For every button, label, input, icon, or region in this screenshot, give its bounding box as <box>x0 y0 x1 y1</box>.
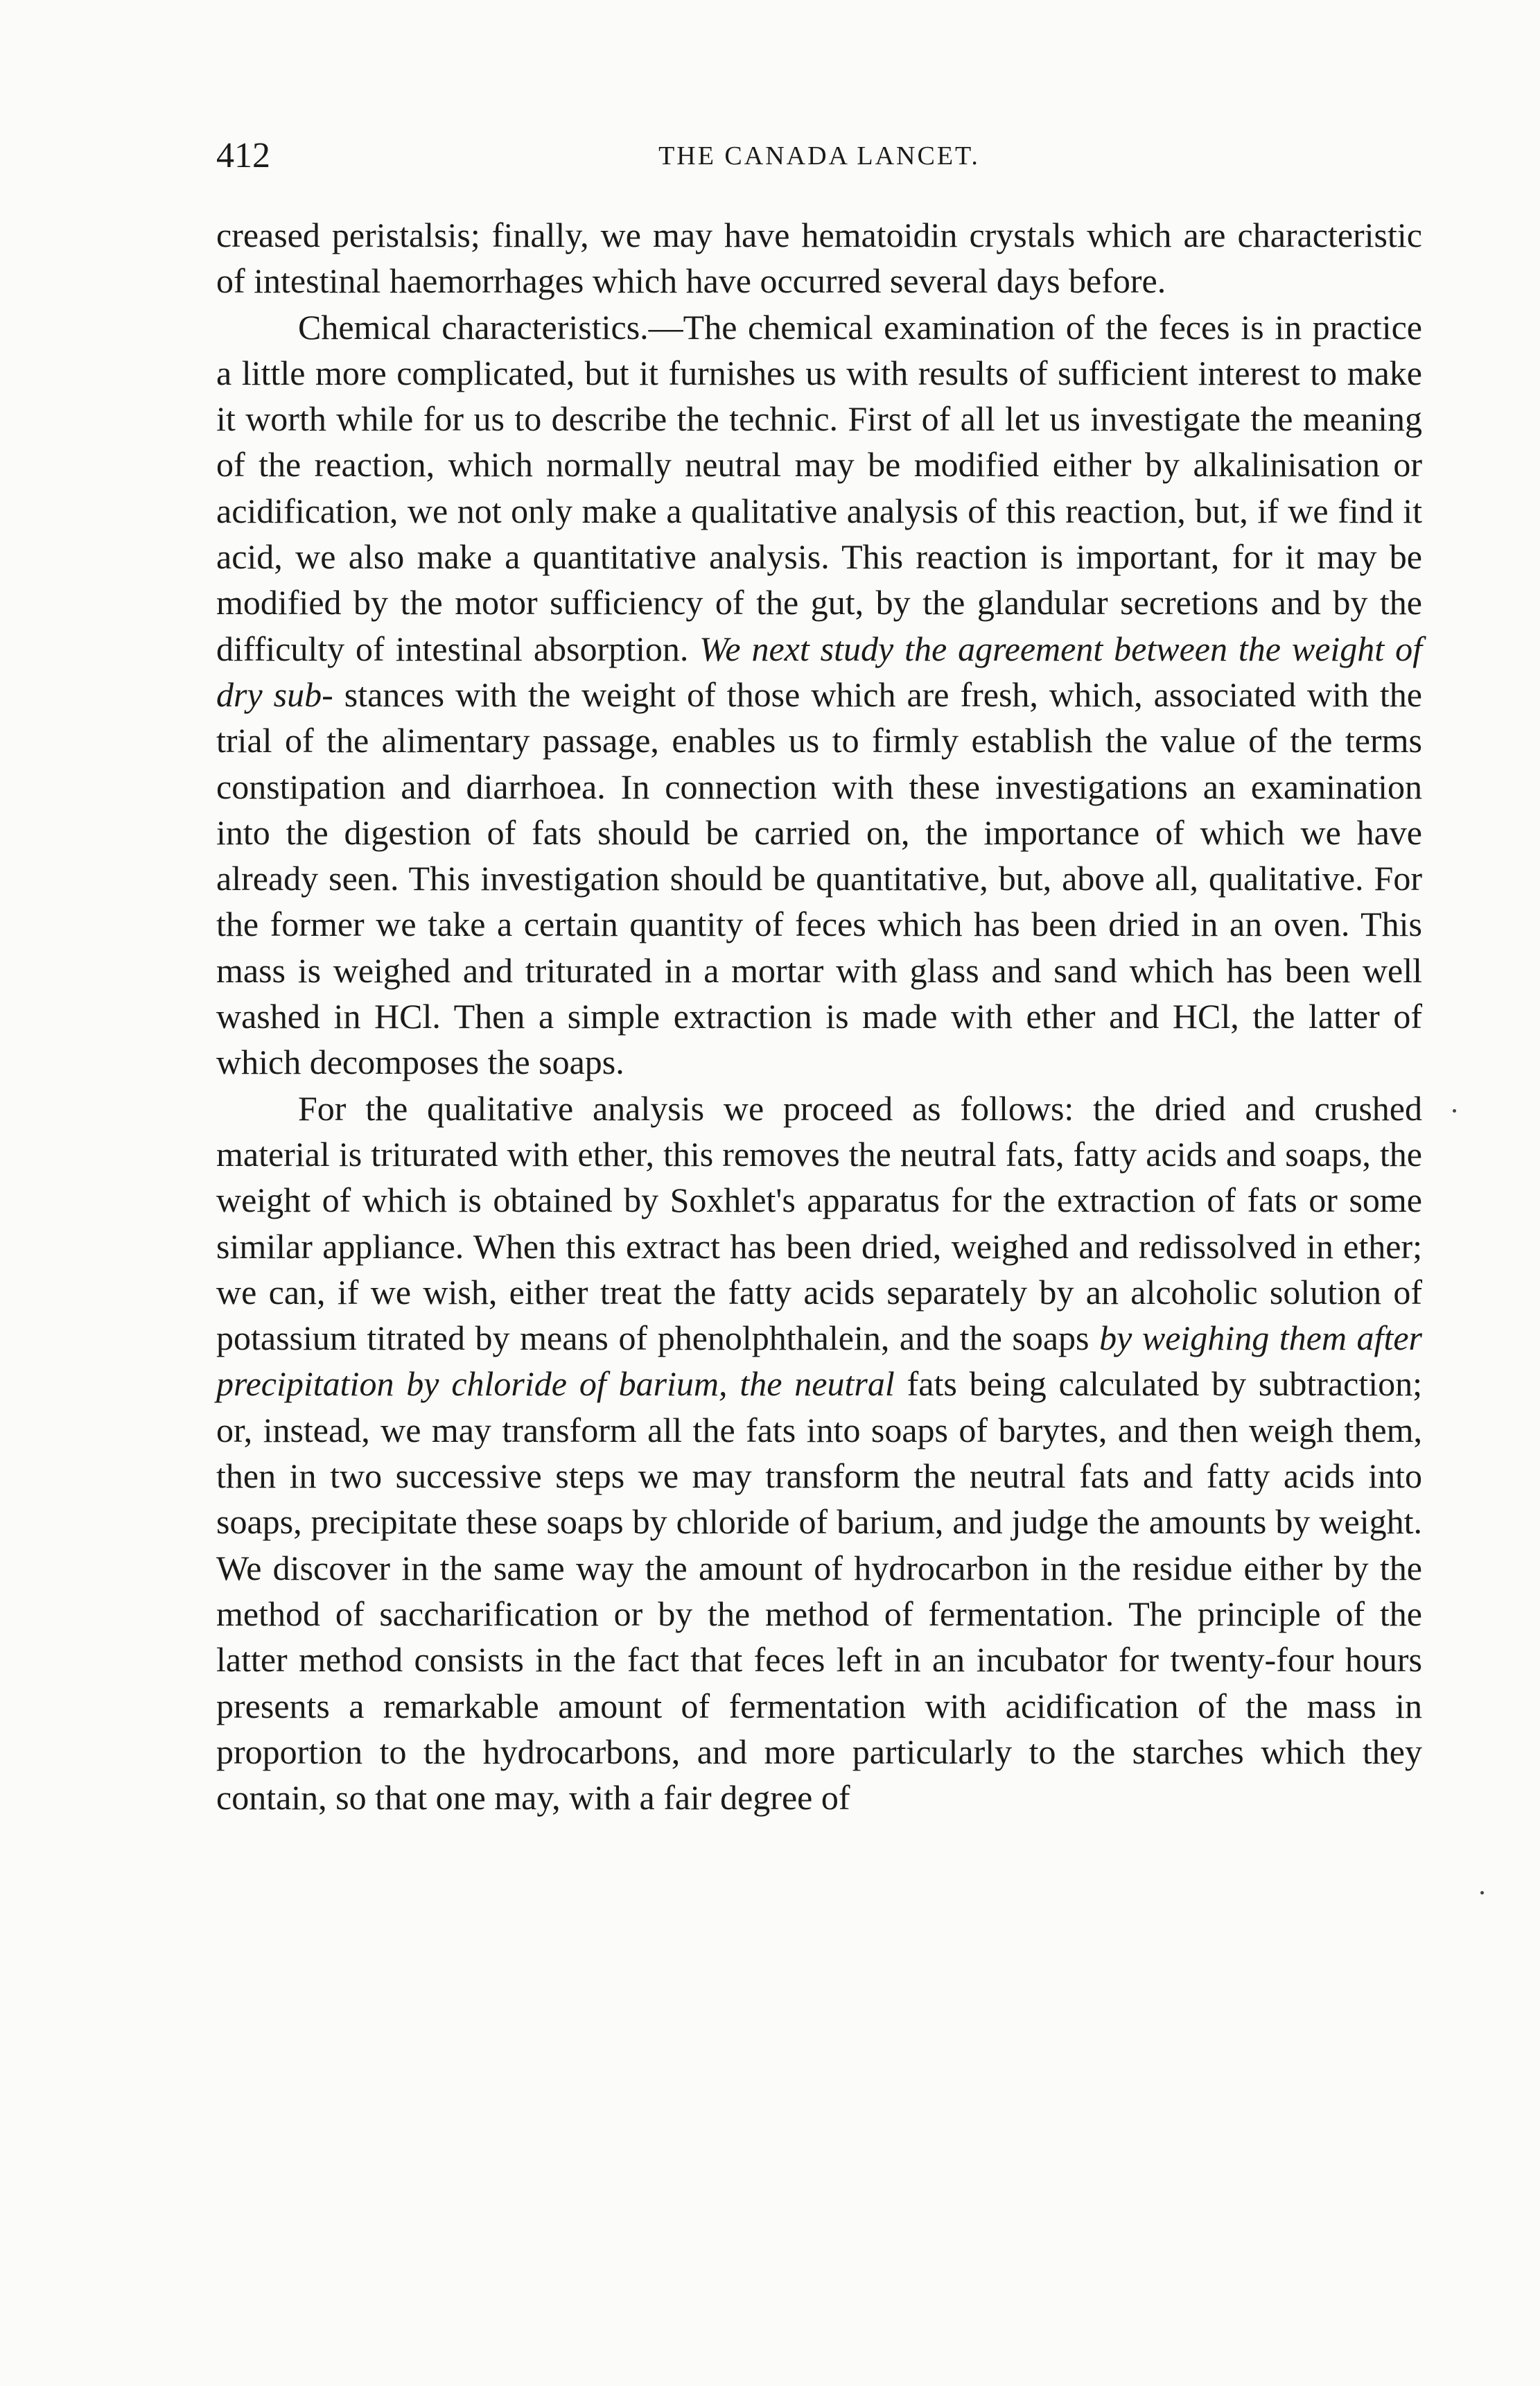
paragraph <box>216 304 1422 1086</box>
text-run: For the qualitative analysis we proceed as follows: the dried and crushed material is triturated with ether, this removes the neutral fats, fatty acids and soaps, the weight of which is obtained by Soxhlet's apparatus for the extraction of fats or some similar appliance. When this extract has been dried, weighed and redissolved in ether; we can, if we wish, either treat the fatty acids separately by an alcoholic solution of potassium titrated by means of phenolphthalein, and the soaps <box>216 1088 1422 1358</box>
page-number: 412 <box>216 136 270 175</box>
text-run: creased peristalsis; finally, we may have hematoidin crystals which are characteristic of intestinal haemorrhages which have occurred several days before. <box>216 216 1422 301</box>
text-run: Chemical characteristics.—The chemical examination of the feces is in practice a little more complicated, but it furnishes us with results of sufficient interest to make it worth while for us to describe the technic. First of all let us investigate the meaning of the reaction, which normally neutral may be modified either by alkalinisation or acidification, we not only make a qualitative analysis of this reaction, but, if we find it acid, we also make a quantitative analysis. This reaction is important, for it may be modified by the motor sufficiency of the gut, by the glandular secretions and by the difficulty of intestinal absorption. <box>216 307 1422 668</box>
print-speck <box>1480 1891 1484 1895</box>
italic-text-run: We next study the agreement between the weight of dry sub- <box>216 629 1422 714</box>
text-run: stances with the weight of those which are fresh, which, associated with the trial of the alimentary passage, enables us to firmly establish the value of the terms constipation and diarrhoea. In connection with these investigations an examination into the digestion of fats should be carried on, the importance of which we have already seen. This investigation should be quantitative, but, above all, qualitative. For the former we take a certain quantity of feces which has been dried in an oven. This mass is weighed and triturated in a mortar with glass and sand which has been well washed in HCl. Then a simple extraction is made with ether and HCl, the latter of which decomposes the soaps. <box>216 674 1422 1082</box>
page-header <box>216 132 1422 180</box>
running-title: THE CANADA LANCET. <box>658 141 980 171</box>
body-text <box>216 212 1422 1820</box>
italic-text-run: by weighing them after precipitation by chloride of barium, the neutral <box>216 1318 1422 1404</box>
paragraph <box>216 1086 1422 1821</box>
text-run: fats being calculated by subtraction; or, instead, we may transform all the fats into soaps of barytes, and then weigh them, then in two successive steps we may transform the neutral fats and fatty acids into soaps, precipitate these soaps by chloride of barium, and judge the amounts by weight. We discover in the same way the amount of hydrocarbon in the residue either by the method of saccharification or by the method of fermentation. The principle of the latter method consists in the fact that feces left in an incubator for twenty-four hours presents a remarkable amount of fermentation with acidification of the mass in proportion to the hydrocarbons, and more particularly to the starches which they contain, so that one may, with a fair degree of <box>216 1364 1422 1818</box>
paragraph <box>216 212 1422 304</box>
print-speck <box>1453 1109 1456 1113</box>
